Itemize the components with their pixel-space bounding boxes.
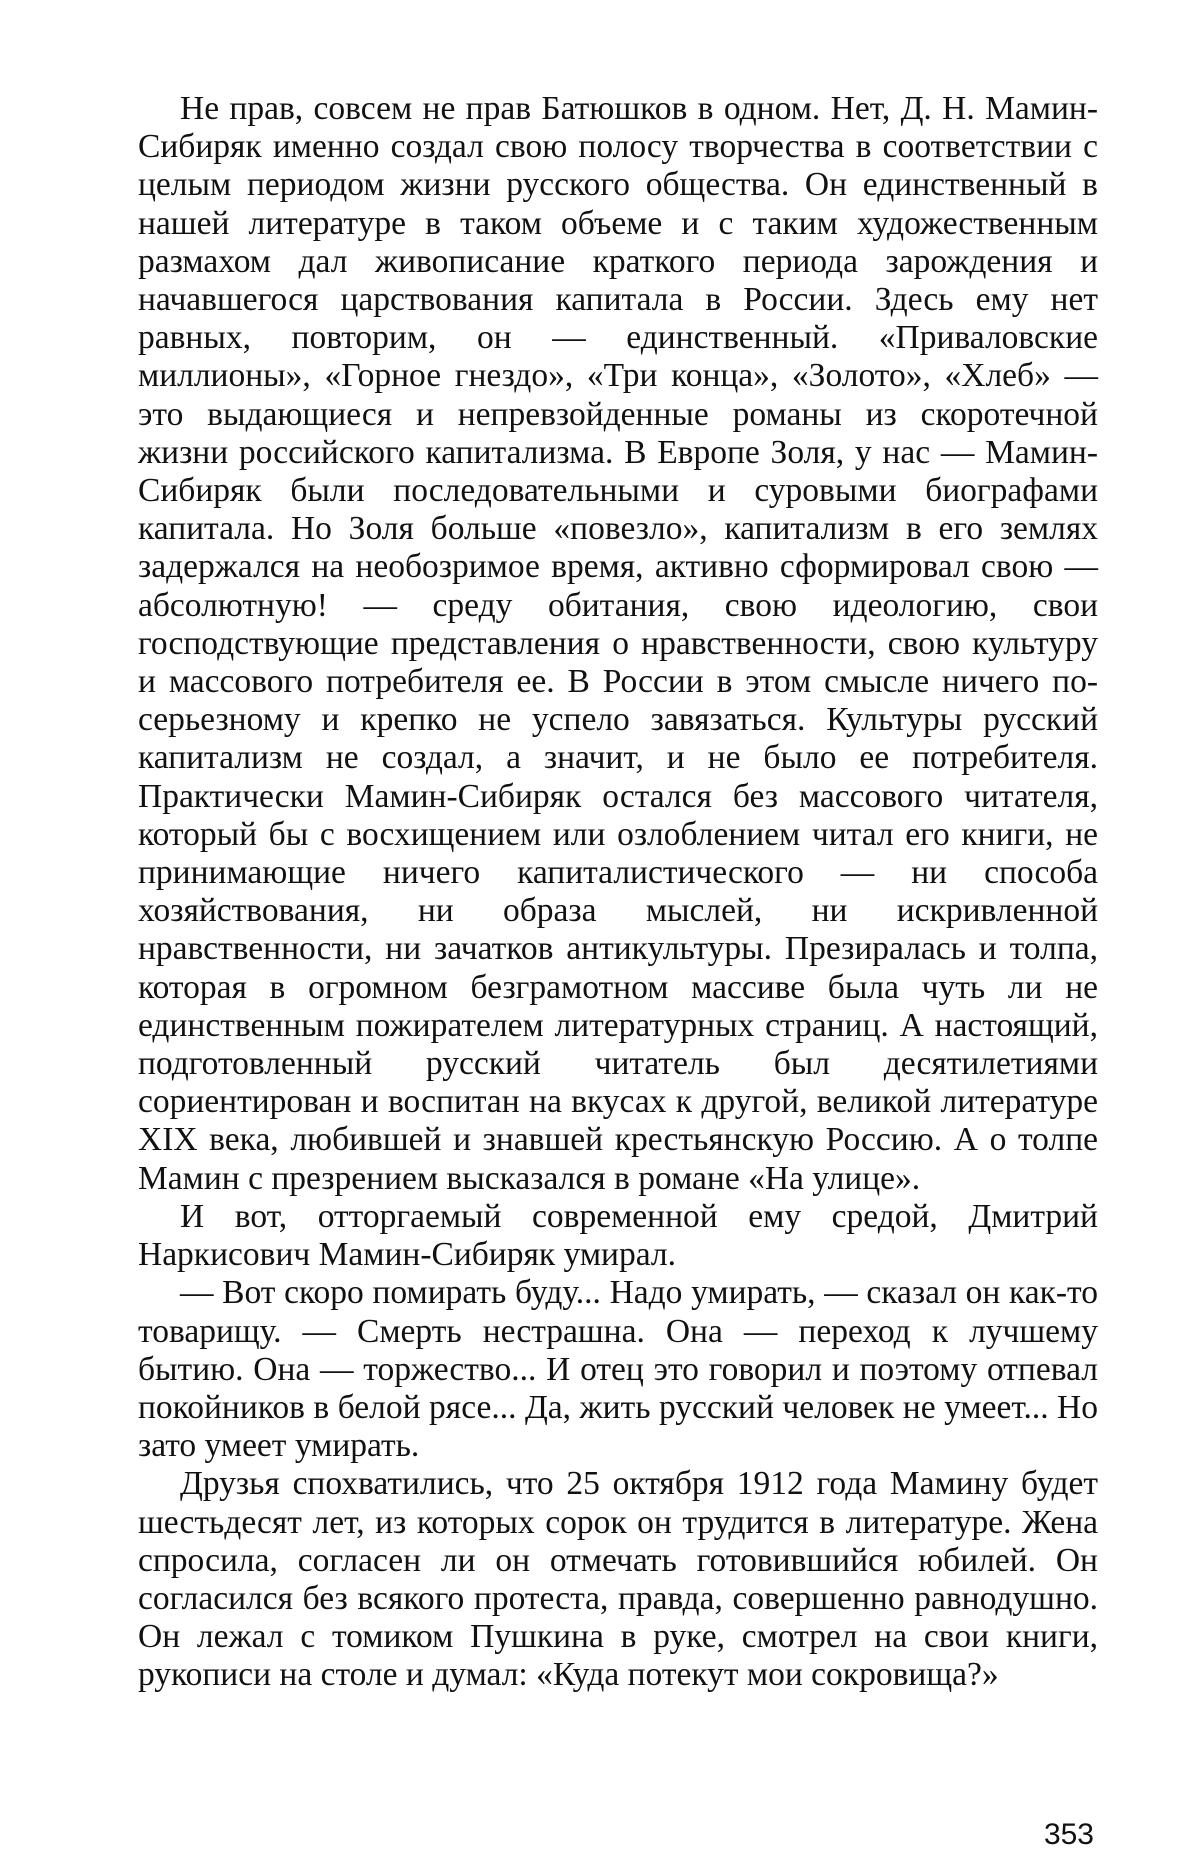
- paragraph-1: Не прав, совсем не прав Батюшков в одном. Нет, Д. Н. Мамин-Сибиряк именно создал свою полосу творчества в соответствии с целым периодом жизни русского общества. Он единственный в нашей литературе в таком объеме и с таким художественным размахом дал живописание краткого периода зарождения и начавшегося царствования капитала в России. Здесь ему нет равных, повторим, он — единственный. «Приваловские миллионы», «Горное гнездо», «Три конца», «Золото», «Хлеб» — это выдающиеся и непревзойденные романы из скоротечной жизни российского капитализма. В Европе Золя, у нас — Мамин-Сибиряк были последовательными и суровыми биографами капитала. Но Золя больше «повезло», капитализм в его землях задержался на необозримое время, активно сформировал свою — абсолютную! — среду обитания, свою идеологию, свои господствующие представления о нравственности, свою культуру и массового потребителя ее. В России в этом смысле ничего по-серьезному и крепко не успело завязаться. Культуры русский капитализм не создал, а значит, и не было ее потребителя. Практически Мамин-Сибиряк остался без массового читателя, который бы с восхищением или озлоблением читал его книги, не принимающие ничего капиталистического — ни способа хозяйствования, ни образа мыслей, ни искривленной нравственности, ни зачатков антикультуры. Презиралась и толпа, которая в огромном безграмотном массиве была чуть ли не единственным пожирателем литературных страниц. А настоящий, подготовленный русский читатель был десятилетиями сориентирован и воспитан на вкусах к другой, великой литературе XIX века, любившей и знавшей крестьянскую Россию. А о толпе Мамин с презрением высказался в романе «На улице».: [138, 90, 1098, 1197]
- body-text: [138, 90, 1098, 1695]
- page-number: 353: [1043, 1818, 1094, 1851]
- paragraph-2: И вот, отторгаемый современной ему средой, Дмитрий Наркисович Мамин-Сибиряк умирал.: [138, 1197, 1098, 1274]
- paragraph-3: — Вот скоро помирать буду... Надо умирать, — сказал он как-то товарищу. — Смерть нестрашна. Она — переход к лучшему бытию. Она — торжество... И отец это говорил и поэтому отпевал покойников в белой рясе... Да, жить русский человек не умеет... Но зато умеет умирать.: [138, 1274, 1098, 1465]
- paragraph-4: Друзья спохватились, что 25 октября 1912 года Мамину будет шестьдесят лет, из которых сорок он трудится в литературе. Жена спросила, согласен ли он отмечать готовившийся юбилей. Он согласился без всякого протеста, правда, совершенно равнодушно. Он лежал с томиком Пушкина в руке, смотрел на свои книги, рукописи на столе и думал: «Куда потекут мои сокровища?»: [138, 1465, 1098, 1694]
